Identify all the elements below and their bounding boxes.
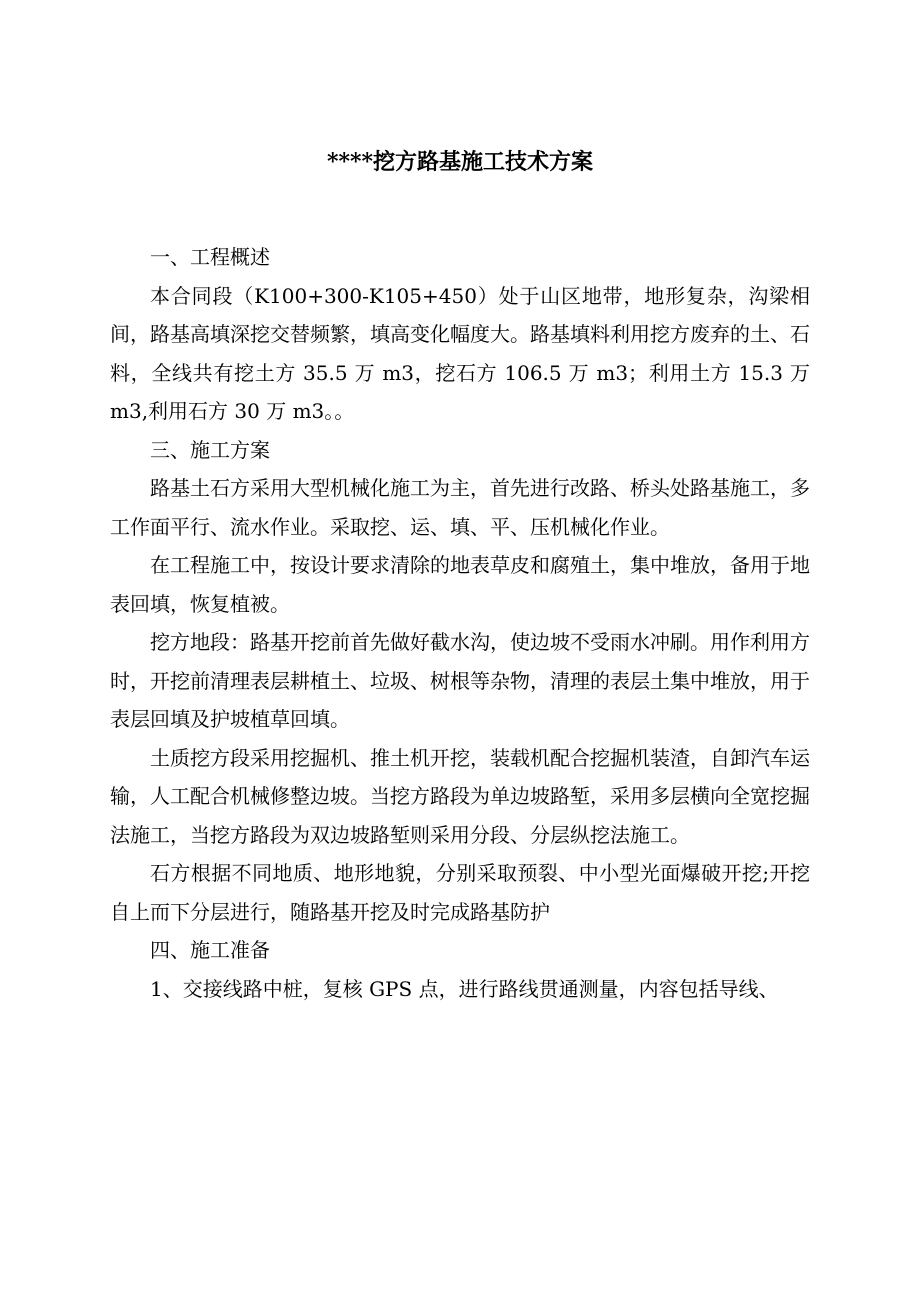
section-heading-overview: 一、工程概述 — [150, 245, 270, 269]
document-body — [110, 238, 810, 1008]
paragraph-excavation-section: 挖方地段：路基开挖前首先做好截水沟，使边坡不受雨水冲刷。用作利用方时，开挖前清理表层耕植土、垃圾、树根等杂物，清理的表层土集中堆放，用于表层回填及护坡植草回填。 — [110, 630, 810, 731]
paragraph-project-overview: 本合同段（K100+300-K105+450）处于山区地带，地形复杂，沟梁相间，路基高填深挖交替频繁，填高变化幅度大。路基填料利用挖方废弃的土、石料，全线共有挖土方 35.5 万 m3，挖石方 106.5 万 m3；利用土方 15.3 万 m3,利用石方 30 万 m3。。 — [110, 283, 810, 423]
paragraph-rock-excavation: 石方根据不同地质、地形地貌，分别采取预裂、中小型光面爆破开挖;开挖自上而下分层进行，随路基开挖及时完成路基防护 — [110, 861, 810, 924]
paragraph-survey: 1、交接线路中桩，复核 GPS 点，进行路线贯通测量，内容包括导线、 — [150, 976, 779, 1001]
paragraph-mechanized-construction: 路基土石方采用大型机械化施工为主，首先进行改路、桥头处路基施工，多工作面平行、流水作业。采取挖、运、填、平、压机械化作业。 — [110, 476, 810, 539]
document-title: ****挖方路基施工技术方案 — [326, 149, 594, 175]
section-heading-preparation: 四、施工准备 — [150, 938, 270, 962]
paragraph-earth-excavation: 土质挖方段采用挖掘机、推土机开挖，装载机配合挖掘机装渣，自卸汽车运输，人工配合机械修整边坡。当挖方路段为单边坡路堑，采用多层横向全宽挖掘法施工，当挖方路段为双边坡路堑则采用分段、分层纵挖法施工。 — [110, 745, 810, 847]
section-heading-construction-plan: 三、施工方案 — [150, 437, 270, 462]
paragraph-topsoil-clearing: 在工程施工中，按设计要求清除的地表草皮和腐殖土，集中堆放，备用于地表回填，恢复植被。 — [110, 553, 810, 616]
